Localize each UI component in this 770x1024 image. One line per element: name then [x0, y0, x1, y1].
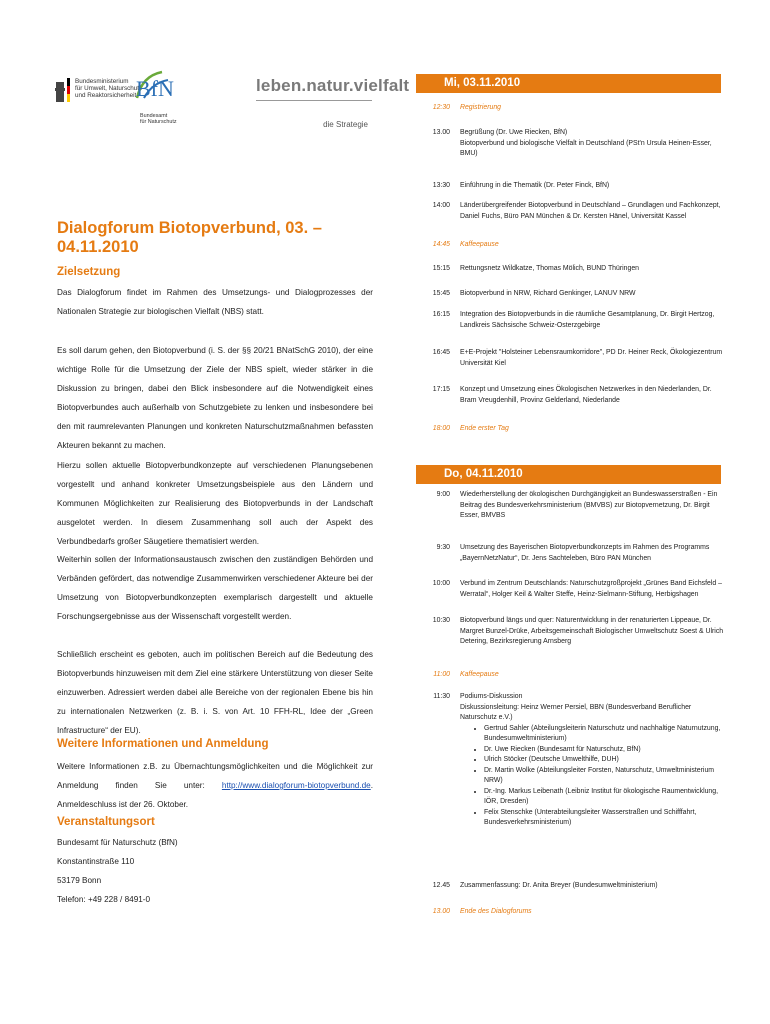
ministry-name-line: für Umwelt, Naturschutz [75, 85, 143, 93]
schedule-time: 13.00 [432, 129, 450, 136]
panelist-item: • Ulrich Stöcker (Deutsche Umwelthilfe, DUH) [484, 755, 728, 766]
zielsetzung-paragraph: Schließlich erscheint es geboten, auch im politischen Bereich auf die Bedeutung des Biotopverbunds hinzuweisen mit dem Ziel eine stärkere Unterstützung von dieser Seite einzuwerben. Adressiert werden dabei alle Bereiche von der regionalen Ebene bis hin zu internationalen Netzwerken (z. B. i. S. von Art. 10 FFH-RL, Idee der „Green Infrastructure“ der EU). [57, 650, 373, 735]
schedule-time: 18:00 [432, 425, 450, 432]
panelist-item: • Dr. Martin Wolke (Abteilungsleiter Forsten, Naturschutz, Umweltministerium NRW) [484, 766, 728, 787]
venue-line: Bundesamt für Naturschutz (BfN) [57, 838, 178, 847]
schedule-text: Biotopverbund in NRW, Richard Genkinger, LANUV NRW [460, 290, 636, 297]
ministry-name-line: und Reaktorsicherheit [75, 92, 137, 100]
schedule-time: 11:00 [433, 671, 450, 678]
schedule-time: 9:00 [436, 491, 450, 498]
schedule-time: 14:45 [432, 241, 450, 248]
zielsetzung-paragraph: Hierzu sollen aktuelle Biotopverbundkonzepte auf verschiedenen Planungsebenen vorgestellt und anhand konkreter Umsetzungsbeispiele aus den Ländern und Kommunen Möglichkeiten zur Realisierung des Biotopverbunds in der Landschaft ausgelotet werden. In diesem Zusammenhang soll auch der Aspekt des Verbundbedarfs großer Säugetiere thematisiert werden. [57, 461, 373, 546]
schedule-text: Verbund im Zentrum Deutschlands: Naturschutzgroßprojekt „Grünes Band Eichsfeld – Werratal“, Holger Keil & Walter Steffe, Heinz-Sielmann-Stiftung, Herbigshagen [460, 580, 722, 598]
panelist-item: • Dr.-Ing. Markus Leibenath (Leibniz Institut für ökologische Raumentwicklung, IÖR, Dresden) [484, 787, 728, 808]
panelist-item: • Dr. Uwe Riecken (Bundesamt für Naturschutz, BfN) [484, 745, 728, 756]
info-paragraph [57, 757, 373, 814]
schedule-time: 17:15 [432, 386, 450, 393]
schedule-text: E+E-Projekt "Holsteiner Lebensraumkorridore", PD Dr. Heiner Reck, Ökologiezentrum Universität Kiel [460, 349, 723, 367]
schedule-text: Ende erster Tag [460, 425, 509, 432]
schedule-text: Umsetzung des Bayerischen Biotopverbundkonzepts im Rahmen des Programms „BayernNetzNatur“, Dr. Jens Sachteleben, Büro PAN München [460, 544, 710, 562]
panelist-list [470, 724, 728, 829]
day2-header: Do, 04.11.2010 [416, 465, 721, 484]
lnv-logo [256, 76, 410, 136]
info-heading: Weitere Informationen und Anmeldung [57, 738, 269, 750]
lnv-title: leben.natur.vielfalt [256, 76, 410, 95]
schedule-time: 12.45 [432, 882, 450, 889]
day1-header: Mi, 03.11.2010 [416, 74, 721, 93]
page-title: Dialogforum Biotopverbund, 03. – 04.11.2010 [57, 219, 322, 256]
venue-heading: Veranstaltungsort [57, 816, 155, 828]
schedule-text: Biotopverbund längs und quer: Naturentwicklung in der renaturierten Lippeaue, Dr. Margret Bunzel-Drüke, Arbeitsgemeinschaft Biologischer Umweltschutz Soest & Ulrich Detering, Bezirksregierung Arnsberg [460, 617, 724, 645]
bfn-wordmark: BfN [136, 76, 174, 101]
schedule-time: 11:30 [433, 693, 450, 700]
schedule-text: Ende des Dialogforums [460, 908, 532, 915]
schedule-time: 13:30 [432, 182, 450, 189]
venue-line: 53179 Bonn [57, 876, 102, 885]
day2-list [410, 0, 730, 1024]
schedule-text: Podiums-Diskussion Diskussionsleitung: Heinz Werner Persiel, BBN (Bundesverband Beruflicher Naturschutz e.V.) • Gertrud Sahler (Abteilungsleiterin Naturschutz und nachhaltige Naturnutzung, Bundesumweltministerium) • Dr. Uwe Riecken (Bundesamt für Naturschutz, BfN) • Ulrich Stöcker (Deutsche Umwelthilfe, DUH) • Dr. Martin Wolke (Abteilungsleiter Forsten, Naturschutz, Umweltministerium NRW) • Dr.-Ing. Markus Leibenath (Leibniz Institut für ökologische Raumentwicklung, IÖR, Dresden) • Felix Stenschke (Unterabteilungsleiter Wasserstraßen und Schifffahrt, Bundesverkehrsministerium) [460, 692, 728, 829]
panelist-item: • Felix Stenschke (Unterabteilungsleiter Wasserstraßen und Schifffahrt, Bundesverkehrsministerium) [484, 808, 728, 829]
schedule-text: Zusammenfassung: Dr. Anita Breyer (Bundesumweltministerium) [460, 882, 658, 889]
schedule-time: 15:15 [432, 265, 450, 272]
info-text: Weitere Informationen z.B. zu Übernachtungsmöglichkeiten und die Möglichkeit zur Anmeldung finden Sie unter: [57, 762, 373, 790]
bfn-logo [132, 68, 192, 138]
bfn-sub-line: Bundesamt [140, 113, 168, 119]
info-text: . Anmeldeschluss ist der 26. Oktober. [57, 781, 373, 809]
zielsetzung-paragraph: Das Dialogforum findet im Rahmen des Umsetzungs- und Dialogprozesses der Nationalen Strategie zur biologischen Vielfalt (NBS) statt. [57, 288, 373, 316]
eagle-icon [55, 80, 65, 106]
schedule-text: Begrüßung (Dr. Uwe Riecken, BfN) Biotopverbund und biologische Vielfalt in Deutschland (PSt'n Ursula Heinen-Esser, BMU) [460, 129, 712, 157]
zielsetzung-paragraph: Weiterhin sollen der Informationsaustausch zwischen den zuständigen Behörden und Verbänden gefördert, das notwendige Zusammenwirken verschiedener Akteure bei der Umsetzung von Biotopverbundkonzepten exemplarisch dargestellt und aktuelle Forschungsergebnisse aus der Wissenschaft vorgestellt werden. [57, 555, 373, 621]
schedule-time: 16:45 [432, 349, 450, 356]
schedule-time: 13.00 [432, 908, 450, 915]
panelist-item: • Gertrud Sahler (Abteilungsleiterin Naturschutz und nachhaltige Naturnutzung, Bundesumweltministerium) [484, 724, 728, 745]
schedule-text: Konzept und Umsetzung eines Ökologischen Netzwerkes in den Niederlanden, Dr. Bram Vreugdenhill, Provinz Gelderland, Niederlande [460, 386, 712, 404]
venue-line: Telefon: +49 228 / 8491-0 [57, 895, 151, 904]
schedule-time: 10:30 [432, 617, 450, 624]
schedule-text: Einführung in die Thematik (Dr. Peter Finck, BfN) [460, 182, 610, 189]
schedule-text: Länderübergreifender Biotopverbund in Deutschland – Grundlagen und Fachkonzept, Daniel Fuchs, Büro PAN München & Dr. Kersten Hänel, Universität Kassel [460, 202, 721, 220]
registration-link[interactable]: http://www.dialogforum-biotopverbund.de [221, 781, 371, 790]
zielsetzung-heading: Zielsetzung [57, 266, 121, 278]
schedule-time: 15:45 [432, 290, 450, 297]
zielsetzung-paragraph: Es soll darum gehen, den Biotopverbund (i. S. der §§ 20/21 BNatSchG 2010), der eine wichtige Rolle für die Umsetzung der Ziele der NBS spielt, wieder stärker in die Diskussion zu bringen, dabei den Blick insbesondere auf die Notwendigkeit eines Biotopverbundes auch außerhalb von Schutzgebiete zu lenken und insbesondere bei den mit raumrelevanten Planungen und konkreten Naturschutzmaßnahmen befassten Akteuren bekannt zu machen. [57, 346, 373, 450]
venue-address [57, 833, 178, 909]
schedule-time: 10:00 [432, 580, 450, 587]
schedule-text: Integration des Biotopverbunds in die räumliche Gesamtplanung, Dr. Birgit Hertzog, Landkreis Sächsische Schweiz-Osterzgebirge [460, 311, 715, 329]
bfn-sub-line: für Naturschutz [140, 119, 177, 125]
schedule-text: Wiederherstellung der ökologischen Durchgängigkeit an Bundeswasserstraßen - Ein Beitrag des Bundesverkehrsministerium (BMVBS) zur Biotopvernetzung, Dr. Birgit Esser, BMVBS [460, 491, 718, 519]
lnv-subtitle: die Strategie [323, 120, 368, 129]
schedule-time: 9:30 [436, 544, 450, 551]
schedule-text: Rettungsnetz Wildkatze, Thomas Mölich, BUND Thüringen [460, 265, 639, 272]
schedule-time: 12:30 [432, 104, 450, 111]
venue-line: Konstantinstraße 110 [57, 857, 135, 866]
schedule-text: Kaffeepause [460, 241, 499, 248]
schedule-time: 14:00 [432, 202, 450, 209]
schedule-text: Kaffeepause [460, 671, 499, 678]
ministry-name-line: Bundesministerium [75, 78, 129, 85]
schedule-text: Registrierung [460, 104, 501, 111]
schedule-time: 16:15 [432, 311, 450, 318]
